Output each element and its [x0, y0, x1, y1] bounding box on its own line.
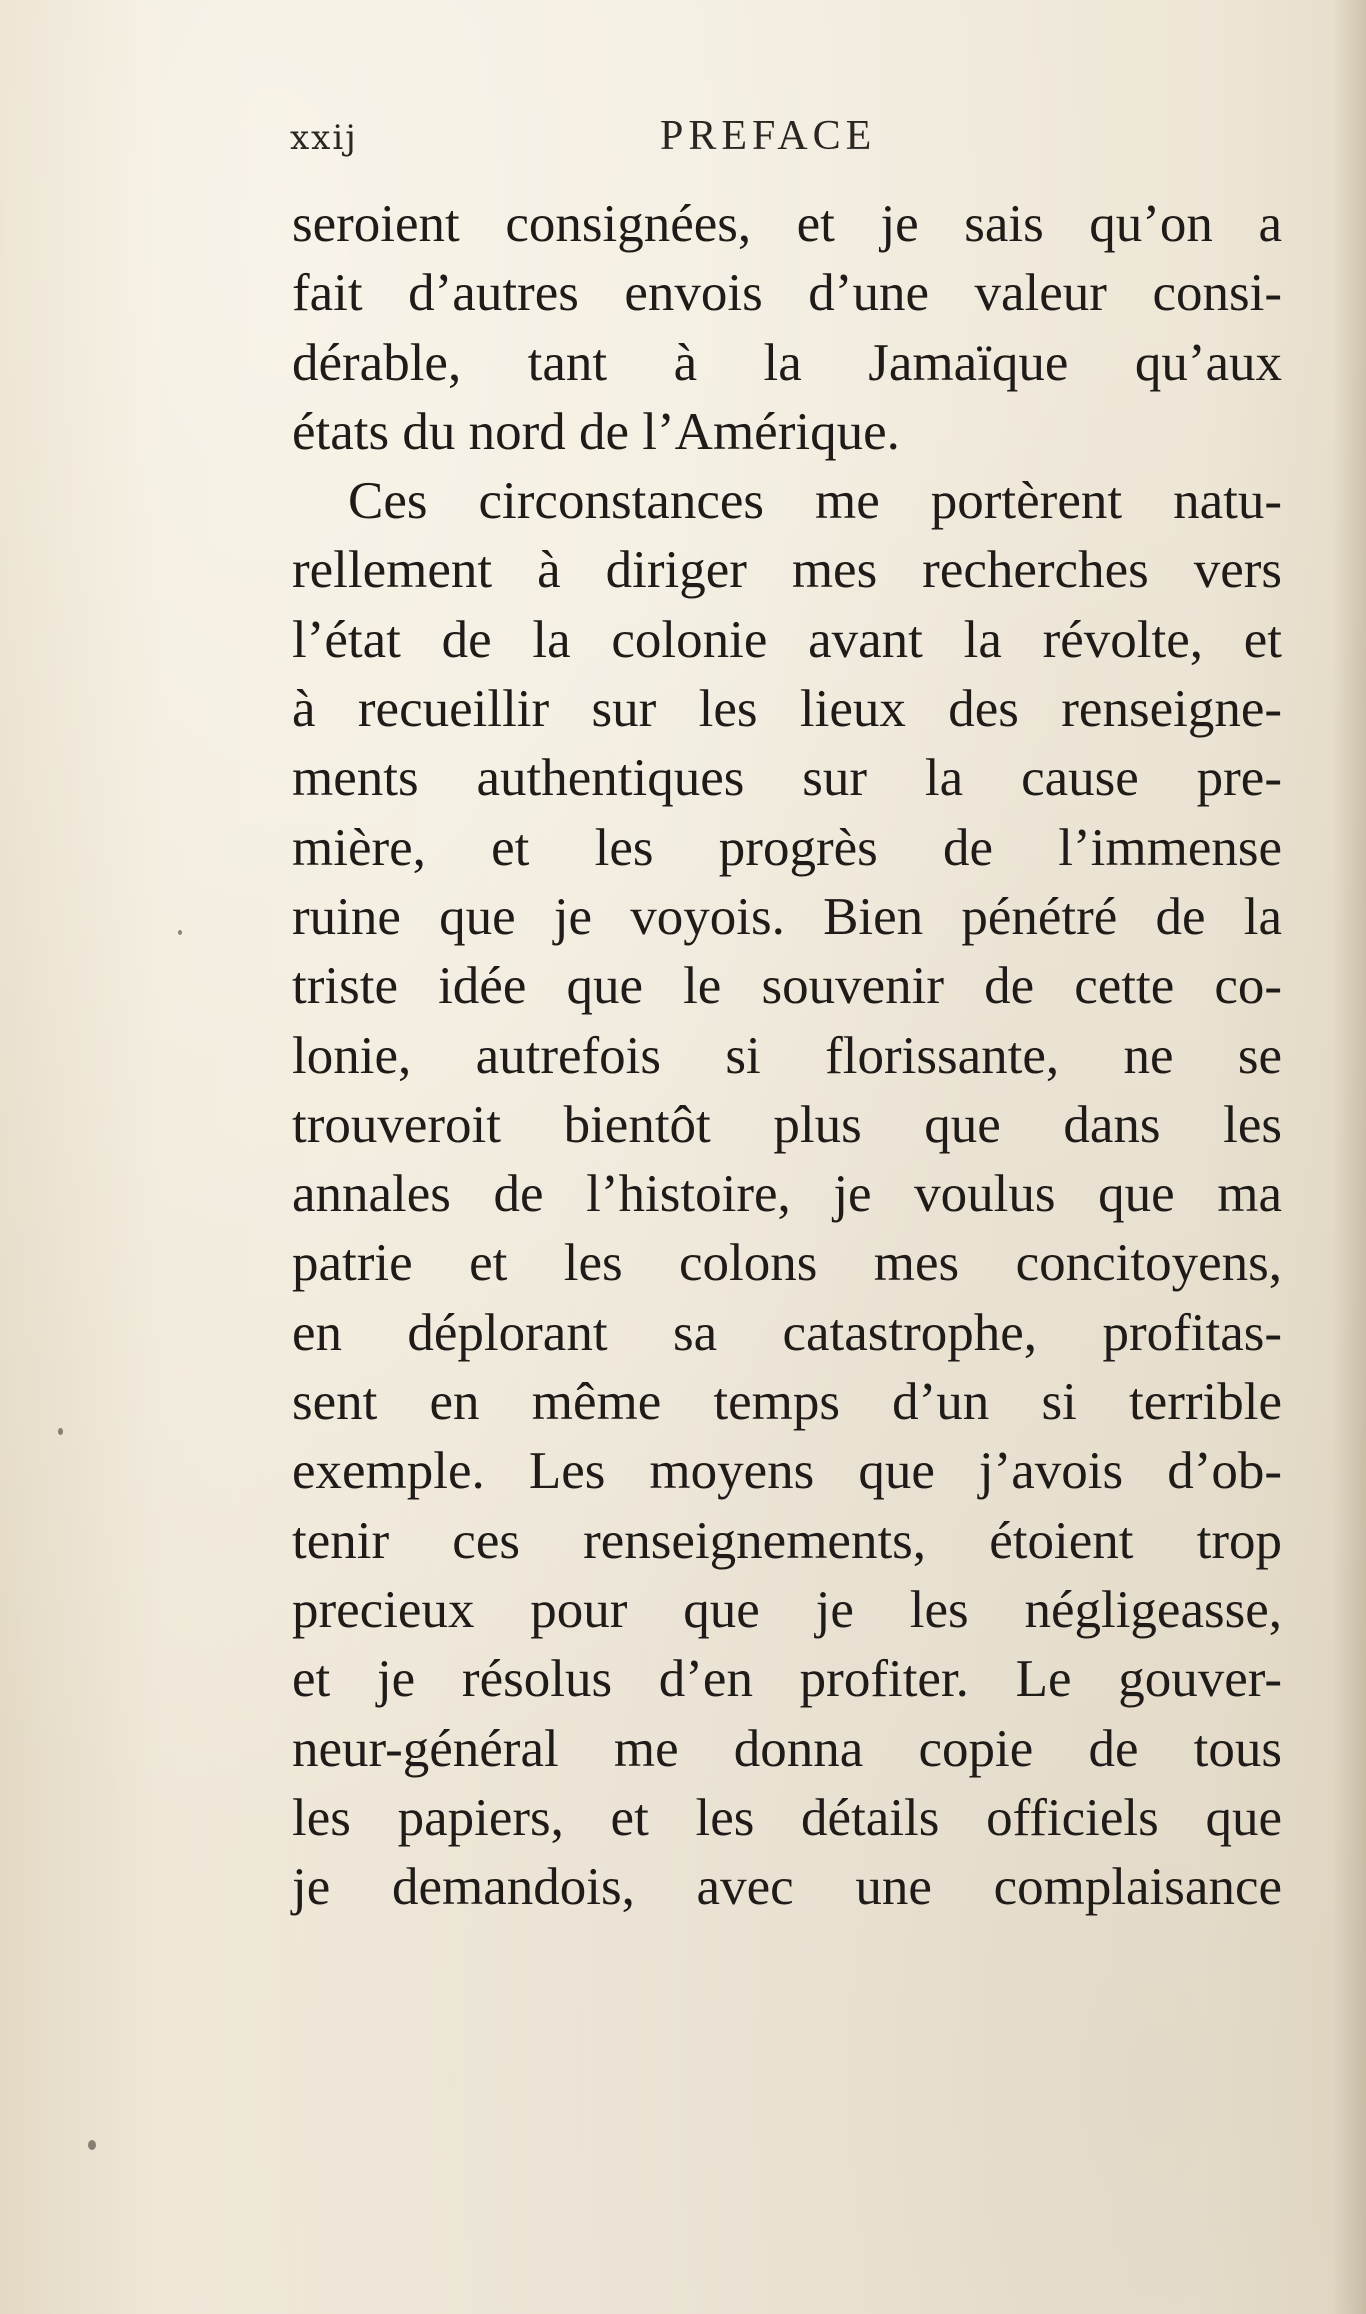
text-line: dérable, tant à la Jamaïque qu’aux [292, 333, 1282, 392]
text-line: les papiers, et les détails officiels que [292, 1788, 1282, 1847]
text-line: mière, et les progrès de l’immense [292, 818, 1282, 877]
text-line: ruine que je voyois. Bien pénétré de la [292, 887, 1282, 946]
text-line: precieux pour que je les négligeasse, [292, 1580, 1282, 1639]
text-line: triste idée que le souvenir de cette co- [292, 957, 1282, 1016]
text-line: fait d’autres envois d’une valeur consi- [292, 264, 1282, 323]
text-line: sent en même temps d’un si terrible [292, 1373, 1282, 1432]
paragraph-start-line: Ces circonstances me portèrent natu- [348, 472, 1282, 531]
binding-shadow [1332, 0, 1366, 2314]
text-line: patrie et les colons mes concitoyens, [292, 1234, 1282, 1293]
body-text [292, 190, 1282, 1922]
text-line: en déplorant sa catastrophe, profitas- [292, 1303, 1282, 1362]
ink-speck [178, 930, 182, 935]
text-line: ments authentiques sur la cause pre- [292, 749, 1282, 808]
running-head [290, 112, 1280, 172]
text-line: je demandois, avec une complaisance [292, 1858, 1282, 1917]
ink-speck [58, 1428, 63, 1435]
text-line: annales de l’histoire, je voulus que ma [292, 1165, 1282, 1224]
text-line: exemple. Les moyens que j’avois d’ob- [292, 1442, 1282, 1501]
text-line: seroient consignées, et je sais qu’on a [292, 195, 1282, 253]
text-line: neur-général me donna copie de tous [292, 1719, 1282, 1778]
text-line: rellement à diriger mes recherches vers [292, 541, 1282, 600]
running-title: PREFACE [660, 113, 877, 159]
text-line: et je résolus d’en profiter. Le gouver- [292, 1650, 1282, 1709]
text-line: l’état de la colonie avant la révolte, et [292, 610, 1282, 669]
text-line: lonie, autrefois si florissante, ne se [292, 1026, 1282, 1085]
text-line: tenir ces renseignements, étoient trop [292, 1511, 1282, 1570]
text-line: états du nord de l’Amérique. [292, 402, 900, 461]
page-number: xxij [290, 118, 358, 158]
ink-speck [88, 2140, 96, 2150]
text-line: à recueillir sur les lieux des renseigne- [292, 680, 1282, 739]
text-line: trouveroit bientôt plus que dans les [292, 1095, 1282, 1154]
